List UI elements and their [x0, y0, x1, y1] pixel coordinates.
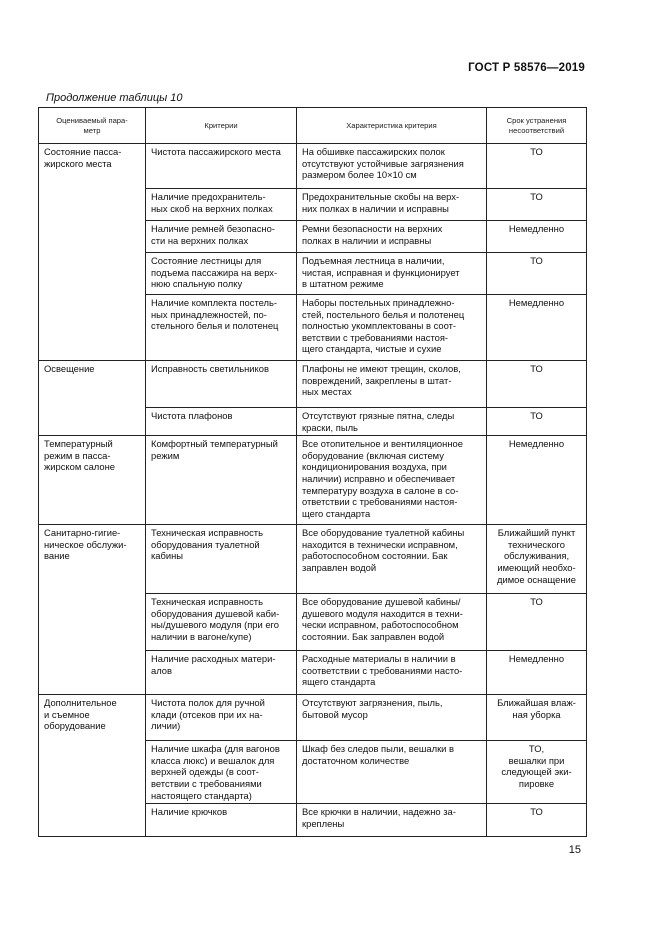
- characteristic-cell: Все отопительное и вентиляционное оборудование (включая систему кондиционирования воздуха, при наличии) исправно и обеспечивает температуру воздуха в салоне в со- ответствии с требованиями настоя- щего стандарта: [297, 436, 487, 525]
- characteristic-cell: Все крючки в наличии, надежно за- креплены: [297, 804, 487, 837]
- column-header-parameter: [39, 108, 146, 144]
- criterion-cell: Наличие комплекта постель- ных принадлежностей, по- стельного белья и полотенец: [146, 295, 297, 361]
- parameter-cell: Освещение: [39, 361, 146, 436]
- characteristic-cell: Шкаф без следов пыли, вешалки в достаточном количестве: [297, 741, 487, 804]
- deadline-cell: Немедленно: [487, 651, 587, 695]
- deadline-cell: ТО: [487, 804, 587, 837]
- page-number: 15: [568, 844, 581, 856]
- characteristic-cell: Все оборудование душевой кабины/ душевого модуля находится в техни- чески исправном, работоспособном состоянии. Бак заправлен водой: [297, 594, 487, 651]
- column-header-text: Характеристика критерия: [346, 120, 437, 130]
- characteristic-cell: Расходные материалы в наличии в соответствии с требованиями насто- ящего стандарта: [297, 651, 487, 695]
- parameter-cell: Дополнительное и съемное оборудование: [39, 695, 146, 837]
- deadline-cell: ТО: [487, 144, 587, 189]
- criterion-cell: Наличие предохранитель- ных скоб на верхних полках: [146, 189, 297, 221]
- assessment-table: [38, 107, 587, 837]
- deadline-cell: ТО: [487, 361, 587, 408]
- characteristic-cell: На обшивке пассажирских полок отсутствуют устойчивые загрязнения размером более 10×10 см: [297, 144, 487, 189]
- deadline-cell: ТО: [487, 253, 587, 295]
- table-row: [39, 361, 587, 408]
- criterion-cell: Наличие ремней безопасно- сти на верхних полках: [146, 221, 297, 253]
- criterion-cell: Техническая исправность оборудования туалетной кабины: [146, 525, 297, 594]
- deadline-cell: ТО, вешалки при следующей эки- пировке: [487, 741, 587, 804]
- deadline-cell: Ближайшая влаж- ная уборка: [487, 695, 587, 741]
- table-header-row: [39, 108, 587, 144]
- characteristic-cell: Подъемная лестница в наличии, чистая, исправная и функционирует в штатном режиме: [297, 253, 487, 295]
- table-row: [39, 525, 587, 594]
- column-header-text: Оцениваемый пара- метр: [56, 115, 128, 135]
- criterion-cell: Исправность светильников: [146, 361, 297, 408]
- characteristic-cell: Все оборудование туалетной кабины находится в технически исправном, работоспособном состоянии. Бак заправлен водой: [297, 525, 487, 594]
- criterion-cell: Наличие шкафа (для вагонов класса люкс) и вешалок для верхней одежды (в соот- ветствии с требованиями настоящего стандарта): [146, 741, 297, 804]
- deadline-cell: ТО: [487, 189, 587, 221]
- parameter-cell: Санитарно-гигие- ническое обслужи- вание: [39, 525, 146, 695]
- deadline-cell: Ближайший пункт технического обслуживания, имеющий необхо- димое оснащение: [487, 525, 587, 594]
- deadline-cell: ТО: [487, 594, 587, 651]
- table-row: [39, 144, 587, 189]
- table-row: [39, 436, 587, 525]
- criterion-cell: Комфортный температурный режим: [146, 436, 297, 525]
- deadline-cell: Немедленно: [487, 436, 587, 525]
- criterion-cell: Наличие крючков: [146, 804, 297, 837]
- characteristic-cell: Наборы постельных принадлежно- стей, постельного белья и полотенец полностью укомплектованы в соот- ветствии с требованиями настоя- щего стандарта, чистые и сухие: [297, 295, 487, 361]
- deadline-cell: Немедленно: [487, 221, 587, 253]
- criterion-cell: Техническая исправность оборудования душевой каби- ны/душевого модуля (при его наличии в вагоне/купе): [146, 594, 297, 651]
- table-caption: Продолжение таблицы 10: [46, 92, 183, 104]
- parameter-cell: Состояние пасса- жирского места: [39, 144, 146, 361]
- characteristic-cell: Отсутствуют грязные пятна, следы краски, пыль: [297, 408, 487, 436]
- criterion-cell: Чистота полок для ручной клади (отсеков при их на- личии): [146, 695, 297, 741]
- characteristic-cell: Отсутствуют загрязнения, пыль, бытовой мусор: [297, 695, 487, 741]
- table-row: [39, 695, 587, 741]
- document-code: ГОСТ Р 58576—2019: [468, 62, 585, 74]
- criterion-cell: Чистота плафонов: [146, 408, 297, 436]
- column-header-text: Срок устранения несоответствий: [506, 115, 567, 135]
- deadline-cell: ТО: [487, 408, 587, 436]
- column-header-deadline: [487, 108, 587, 144]
- parameter-cell: Температурный режим в пасса- жирском салоне: [39, 436, 146, 525]
- characteristic-cell: Плафоны не имеют трещин, сколов, повреждений, закреплены в штат- ных местах: [297, 361, 487, 408]
- characteristic-cell: Предохранительные скобы на верх- них полках в наличии и исправны: [297, 189, 487, 221]
- deadline-cell: Немедленно: [487, 295, 587, 361]
- column-header-characteristic: [297, 108, 487, 144]
- table-body: [39, 144, 587, 837]
- column-header-criterion: [146, 108, 297, 144]
- criterion-cell: Наличие расходных матери- алов: [146, 651, 297, 695]
- criterion-cell: Состояние лестницы для подъема пассажира на верх- нюю спальную полку: [146, 253, 297, 295]
- column-header-text: Критерии: [204, 120, 238, 130]
- criterion-cell: Чистота пассажирского места: [146, 144, 297, 189]
- characteristic-cell: Ремни безопасности на верхних полках в наличии и исправны: [297, 221, 487, 253]
